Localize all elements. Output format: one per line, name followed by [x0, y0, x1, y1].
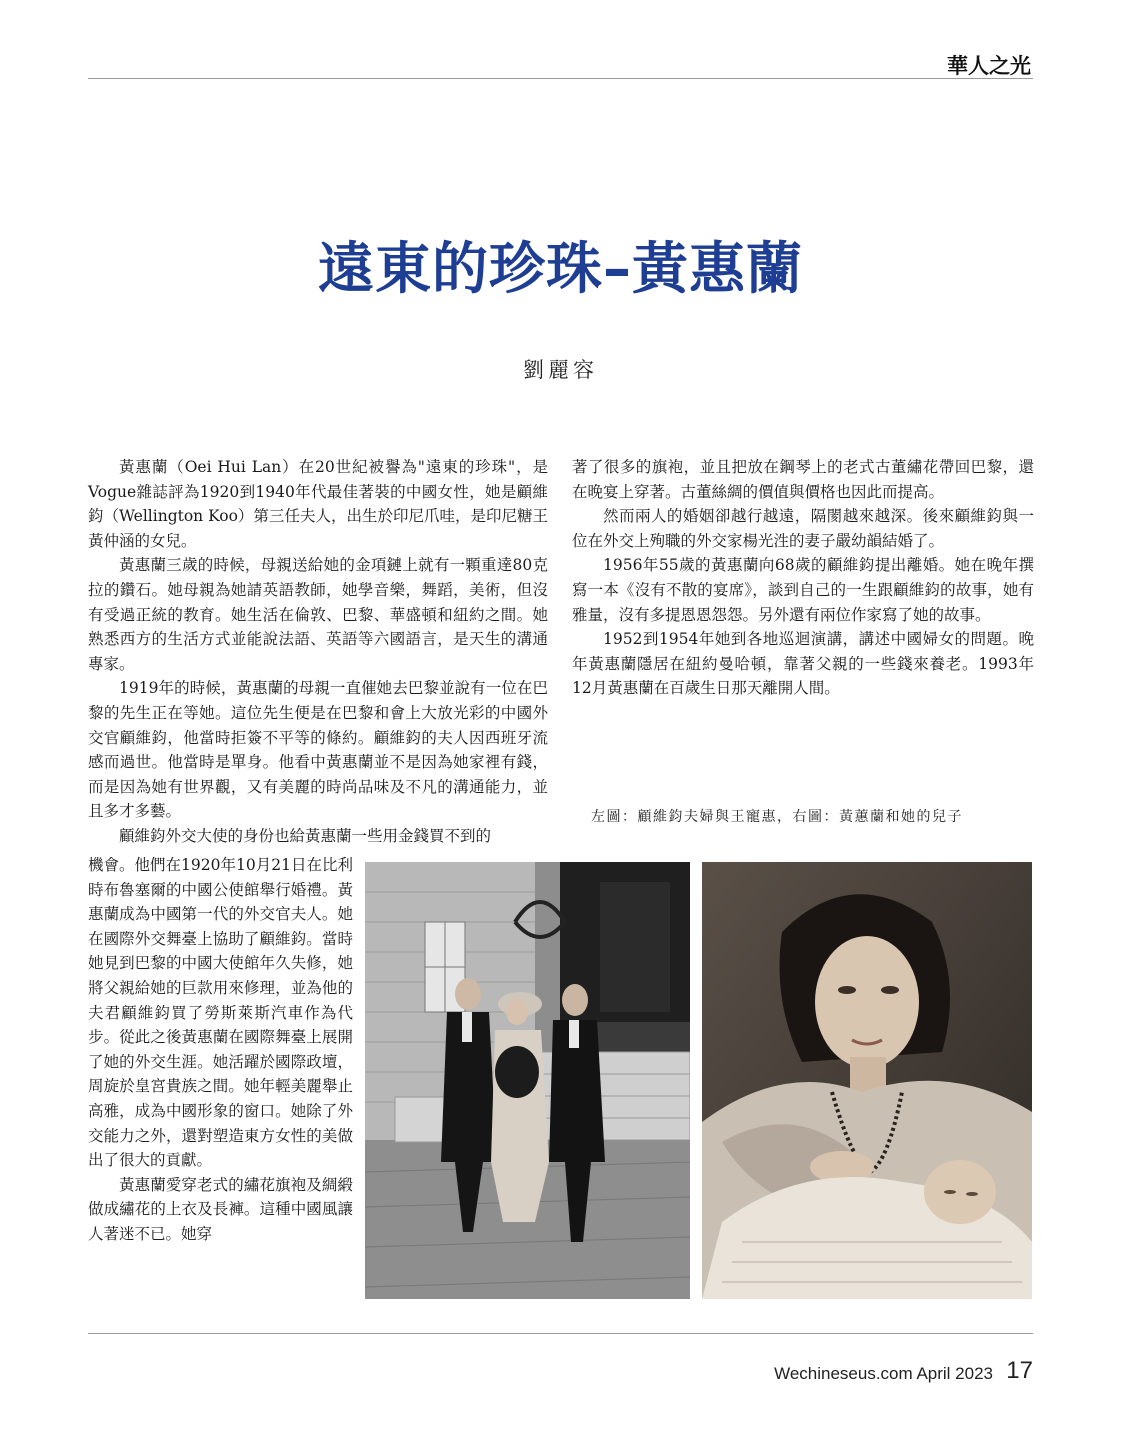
- paragraph: 顧維鈞外交大使的身份也給黃惠蘭一些用金錢買不到的: [119, 826, 492, 845]
- header-divider: [88, 78, 1033, 79]
- paragraph: 1952到1954年她到各地巡迴演講，講述中國婦女的問題。晚年黃惠蘭隱居在紐約曼哈頓，靠著父親的一些錢來養老。1993年12月黃惠蘭在百歲生日那天離開人間。: [572, 630, 1034, 698]
- paragraph: 然而兩人的婚姻卻越行越遠，隔閡越來越深。後來顧維鈞與一位在外交上殉職的外交家楊光泩的妻子嚴幼韻結婚了。: [572, 507, 1034, 550]
- paragraph: 1919年的時候，黃惠蘭的母親一直催她去巴黎並說有一位在巴黎的先生正在等她。這位先生便是在巴黎和會上大放光彩的中國外交官顧維鈞，他當時拒簽不平等的條約。顧維鈞的夫人因西班牙流感而過世。他當時是單身。他看中黃惠蘭並不是因為她家裡有錢，而是因為她有世界觀，又有美麗的時尚品味及不凡的溝通能力，並且多才多藝。: [88, 679, 548, 821]
- section-label: 華人之光: [947, 53, 1031, 78]
- footer-divider: [88, 1333, 1033, 1334]
- paragraph: 黃惠蘭愛穿老式的繡花旗袍及綢緞做成繡花的上衣及長褲。這種中國風讓人著迷不已。她穿: [88, 1175, 353, 1243]
- article-author: 劉麗容: [523, 358, 598, 382]
- paragraph: 著了很多的旗袍，並且把放在鋼琴上的老式古董繡花帶回巴黎，還在晚宴上穿著。古董絲綢的價值與價格也因此而提高。: [572, 458, 1034, 501]
- paragraph: 機會。他們在1920年10月21日在比利時布魯塞爾的中國公使館舉行婚禮。黃惠蘭成為中國第一代的外交官夫人。她在國際外交舞臺上協助了顧維鈞。當時她見到巴黎的中國大使館年久失修，她將父親給她的巨款用來修理，並為他的夫君顧維鈞買了勞斯萊斯汽車作為代步。從此之後黃惠蘭在國際舞臺上展開了她的外交生涯。她活躍於國際政壇，周旋於皇宮貴族之間。她年輕美麗舉止高雅，成為中國形象的窗口。她除了外交能力之外，還對塑造東方女性的美做出了很大的貢獻。: [88, 856, 353, 1170]
- photo-koo-couple: [365, 862, 690, 1299]
- right-column: [572, 455, 1034, 701]
- wrap-column: [88, 853, 353, 1247]
- left-column: [88, 455, 548, 849]
- footer-site-date: Wechineseus.com April 2023: [774, 1364, 993, 1383]
- paragraph: 黃惠蘭三歲的時候，母親送給她的金項鏈上就有一顆重達80克拉的鑽石。她母親為她請英語教師，她學音樂，舞蹈，美術，但沒有受過正統的教育。她生活在倫敦、巴黎、華盛頓和紐約之間。她熟悉西方的生活方式並能說法語、英語等六國語言，是天生的溝通專家。: [88, 556, 548, 673]
- paragraph: 黃惠蘭（Oei Hui Lan）在20世紀被譽為"遠東的珍珠"，是Vogue雜誌評為1920到1940年代最佳著裝的中國女性，她是顧維鈞（Wellington Koo）第三任夫人，出生於印尼爪哇，是印尼糖王黃仲涵的女兒。: [88, 458, 548, 550]
- article-title: 遠東的珍珠–黃惠蘭: [318, 237, 803, 302]
- photo-caption: 左圖：顧維鈞夫婦與王寵惠，右圖：黃蕙蘭和她的兒子: [591, 809, 963, 825]
- photo-mother-son: [702, 862, 1032, 1299]
- page-number: 17: [1006, 1357, 1033, 1384]
- paragraph: 1956年55歲的黃惠蘭向68歲的顧維鈞提出離婚。她在晚年撰寫一本《沒有不散的宴席》，談到自己的一生跟顧維鈞的故事，她有雅量，沒有多提恩恩怨怨。另外還有兩位作家寫了她的故事。: [572, 556, 1034, 624]
